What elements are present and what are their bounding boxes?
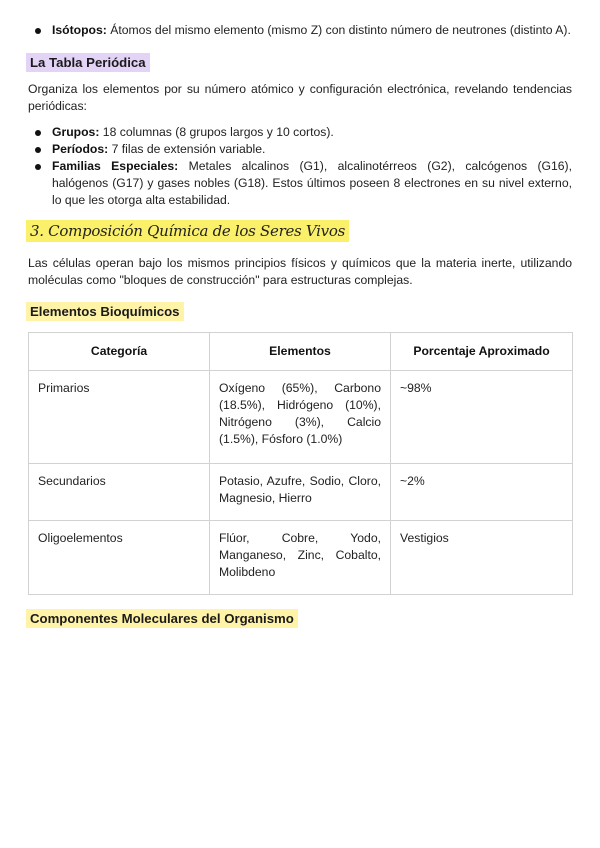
table-row bbox=[29, 464, 573, 521]
familias-text: Metales alcalinos (G1), alcalinotérreos (G2), calcógenos (G16), halógenos (G17) y gases nobles (G18). Estos últimos poseen 8 electrones en su nivel externo, lo que les otorga alta estabilidad. bbox=[52, 159, 572, 207]
cell-elements: Potasio, Azufre, Sodio, Cloro, Magnesio, Hierro bbox=[210, 464, 391, 521]
bioquimicos-heading-wrap bbox=[28, 302, 572, 321]
isotopes-term: Isótopos: bbox=[52, 23, 107, 37]
cell-percent: ~98% bbox=[391, 371, 573, 464]
bioquimicos-heading: Elementos Bioquímicos bbox=[26, 302, 184, 321]
grupos-text: 18 columnas (8 grupos largos y 10 cortos). bbox=[99, 125, 334, 139]
isotopes-text: Átomos del mismo elemento (mismo Z) con distinto número de neutrones (distinto A). bbox=[106, 23, 571, 37]
section3-heading-wrap bbox=[28, 220, 572, 242]
cell-elements: Oxígeno (65%), Carbono (18.5%), Hidrógeno (10%), Nitrógeno (3%), Calcio (1.5%), Fósforo (1.0%) bbox=[210, 371, 391, 464]
tabla-heading-wrap bbox=[28, 53, 572, 72]
periodos-text: 7 filas de extensión variable. bbox=[108, 142, 266, 156]
section3-heading: 3. Composición Química de los Seres Vivos bbox=[26, 220, 349, 242]
table-header-row bbox=[29, 333, 573, 371]
tabla-list bbox=[28, 124, 572, 209]
cell-category: Oligoelementos bbox=[29, 521, 210, 595]
familias-term: Familias Especiales: bbox=[52, 159, 179, 173]
isotopes-list bbox=[28, 22, 572, 39]
list-item bbox=[52, 158, 572, 209]
document-page bbox=[28, 22, 572, 628]
table-row bbox=[29, 521, 573, 595]
cell-category: Primarios bbox=[29, 371, 210, 464]
cell-elements: Flúor, Cobre, Yodo, Manganeso, Zinc, Cobalto, Molibdeno bbox=[210, 521, 391, 595]
periodos-term: Períodos: bbox=[52, 142, 109, 156]
cell-percent: ~2% bbox=[391, 464, 573, 521]
table-row bbox=[29, 371, 573, 464]
list-item bbox=[52, 124, 572, 141]
list-item bbox=[52, 141, 572, 158]
moleculares-heading-wrap bbox=[28, 609, 572, 628]
grupos-term: Grupos: bbox=[52, 125, 100, 139]
bioquimicos-table bbox=[28, 332, 573, 595]
cell-percent: Vestigios bbox=[391, 521, 573, 595]
tabla-heading: La Tabla Periódica bbox=[26, 53, 150, 72]
list-item bbox=[52, 22, 572, 39]
col-header-elementos: Elementos bbox=[210, 333, 391, 371]
cell-category: Secundarios bbox=[29, 464, 210, 521]
col-header-categoria: Categoría bbox=[29, 333, 210, 371]
moleculares-heading: Componentes Moleculares del Organismo bbox=[26, 609, 298, 628]
col-header-porcentaje: Porcentaje Aproximado bbox=[391, 333, 573, 371]
tabla-intro: Organiza los elementos por su número atómico y configuración electrónica, revelando tendencias periódicas: bbox=[28, 82, 572, 113]
section3-intro: Las células operan bajo los mismos principios físicos y químicos que la materia inerte, utilizando moléculas como "bloques de construcción" para estructuras complejas. bbox=[28, 256, 572, 287]
